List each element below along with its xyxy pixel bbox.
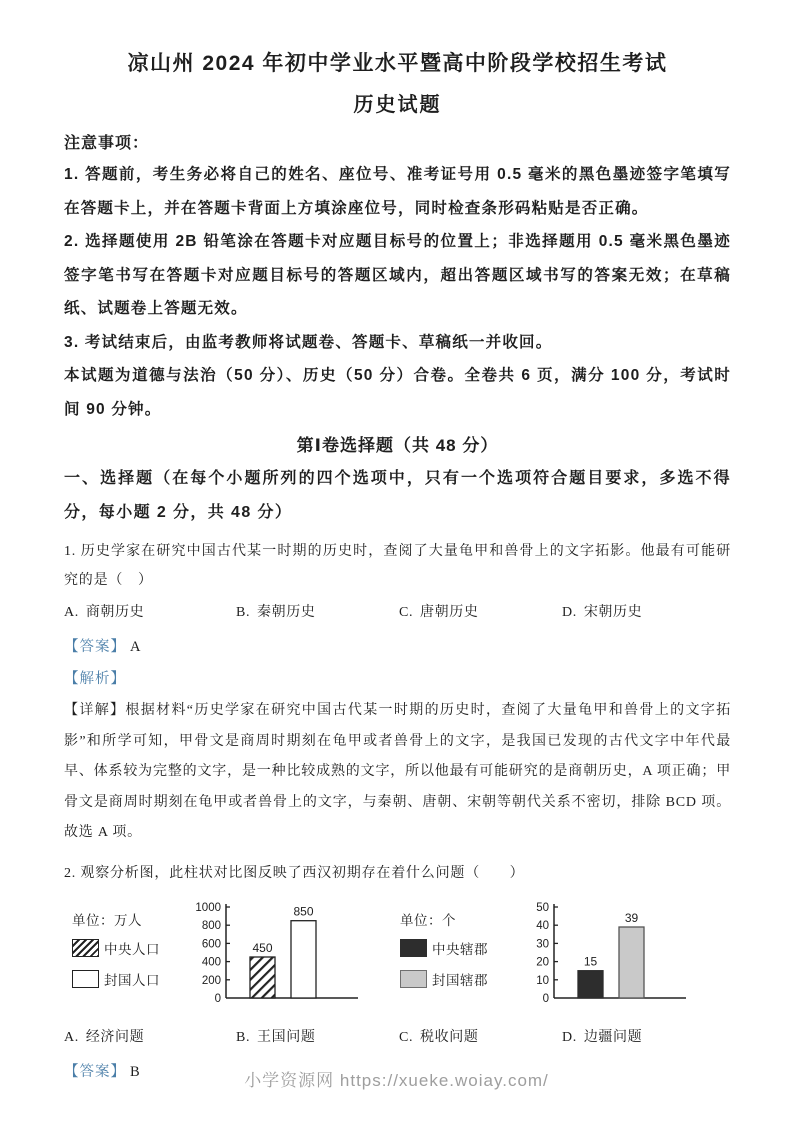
- question-1-explanation: [64, 696, 731, 849]
- notice-item-3: 3. 考试结束后，由监考教师将试题卷、答题卡、草稿纸一并收回。: [64, 333, 553, 351]
- legend-label: 中央辖郡: [432, 941, 488, 957]
- legend-label: 封国人口: [104, 972, 160, 988]
- chart-unit-label: 单位：万人: [72, 912, 142, 928]
- legend-item-kingdom-commanderies: [400, 969, 512, 989]
- notice-item-4: 本试题为道德与法治（50 分）、历史（50 分）合卷。全卷共 6 页，满分 100 分，考试时间 90 分钟。: [64, 367, 731, 418]
- question-1-answer-line: [64, 634, 731, 660]
- black-swatch-icon: [400, 939, 427, 957]
- population-chart: [72, 896, 376, 1020]
- option-label: A.: [64, 1029, 79, 1045]
- legend-label: 中央人口: [104, 941, 160, 957]
- legend-item-kingdom-population: [72, 969, 184, 989]
- legend-item-central-population: [72, 938, 184, 958]
- svg-text:39: 39: [624, 910, 639, 925]
- option-text: 宋朝历史: [583, 605, 643, 620]
- page-title: 凉山州 2024 年初中学业水平暨高中阶段学校招生考试: [127, 52, 668, 75]
- chart-row: [72, 896, 731, 1020]
- option-text: 秦朝历史: [257, 605, 316, 620]
- option-text: 商朝历史: [85, 605, 145, 620]
- gray-swatch-icon: [400, 970, 427, 988]
- option-text: 边疆问题: [583, 1029, 643, 1045]
- commandery-chart-legend: [400, 896, 512, 1000]
- option-label: D.: [562, 1029, 577, 1045]
- section-title: 第Ⅰ卷选择题（共 48 分）: [296, 436, 499, 455]
- option-label: D.: [562, 605, 577, 620]
- notice-item-1: 1. 答题前，考生务必将自己的姓名、座位号、准考证号用 0.5 毫米的黑色墨迹签字笔填写在答题卡上，并在答题卡背面上方填涂座位号，同时检查条形码粘贴是否正确。: [64, 166, 731, 217]
- question-1-option-a: [64, 600, 236, 626]
- svg-text:850: 850: [293, 904, 314, 919]
- option-text: 税收问题: [420, 1029, 479, 1045]
- svg-text:50: 50: [536, 901, 549, 914]
- population-bar-plot: [184, 896, 376, 1020]
- option-label: B.: [236, 605, 251, 620]
- notice-item-2: 2. 选择题使用 2B 铅笔涂在答题卡对应题目标号的位置上；非选择题用 0.5 毫米黑色墨迹签字笔书写在答题卡对应题目标号的答题区域内，超出答题区域书写的答案无效；在草稿纸、试题卷上答题无效。: [64, 233, 731, 317]
- analysis-tag: 【解析】: [64, 671, 126, 687]
- option-text: 王国问题: [257, 1029, 316, 1045]
- population-chart-legend: [72, 896, 184, 1000]
- commandery-chart: [400, 896, 704, 1020]
- svg-text:200: 200: [201, 974, 221, 987]
- answer-tag: 【答案】: [64, 1063, 126, 1080]
- svg-text:0: 0: [542, 992, 549, 1005]
- svg-text:800: 800: [201, 919, 221, 932]
- option-text: 唐朝历史: [420, 605, 479, 620]
- chart-unit-label: 单位：个: [400, 912, 456, 928]
- svg-text:20: 20: [536, 956, 549, 969]
- option-label: B.: [236, 1029, 251, 1045]
- commandery-bar-plot: [512, 896, 704, 1020]
- question-2-option-d: [562, 1025, 731, 1051]
- legend-label: 封国辖郡: [432, 972, 488, 988]
- svg-text:450: 450: [252, 940, 273, 955]
- answer-value: A: [130, 639, 141, 655]
- option-label: C.: [399, 1029, 414, 1045]
- svg-text:15: 15: [583, 954, 598, 969]
- page-subtitle: 历史试题: [353, 94, 442, 116]
- question-2-option-b: [236, 1025, 399, 1051]
- svg-text:40: 40: [536, 919, 549, 932]
- question-1-stem: 1. 历史学家在研究中国古代某一时期的历史时，查阅了大量龟甲和兽骨上的文字拓影。他最有可能研究的是（ ）: [64, 544, 731, 588]
- svg-text:30: 30: [536, 937, 549, 950]
- white-swatch-icon: [72, 970, 99, 988]
- question-2-stem: 2. 观察分析图，此柱状对比图反映了西汉初期存在着什么问题（ ）: [64, 865, 525, 881]
- svg-text:0: 0: [214, 992, 221, 1005]
- option-label: C.: [399, 605, 414, 620]
- answer-value: B: [130, 1063, 140, 1080]
- question-1-option-d: [562, 600, 731, 626]
- question-1-options: [64, 600, 731, 626]
- detail-text: 根据材料“历史学家在研究中国古代某一时期的历史时，查阅了大量龟甲和兽骨上的文字拓影”和所学可知，甲骨文是商周时期刻在龟甲或者兽骨上的文字，是我国已发现的古代文字中年代最早、体系较为完整的文字，是一种比较成熟的文字，所以他最有可能研究的是商朝历史，A 项正确；甲骨文是商周时期刻在龟甲或者兽骨上的文字，与秦朝、唐朝、宋朝等朝代关系不密切，排除 BCD 项。故选 A 项。: [64, 703, 732, 840]
- question-1-option-b: [236, 600, 399, 626]
- footer-watermark: 小学资源网 https://xueke.woiay.com/: [244, 1071, 549, 1090]
- detail-tag: 【详解】: [64, 703, 126, 718]
- question-2-option-c: [399, 1025, 562, 1051]
- svg-text:1000: 1000: [195, 901, 221, 914]
- question-1-analysis-line: [64, 666, 731, 692]
- hatched-swatch-icon: [72, 939, 99, 957]
- answer-tag: 【答案】: [64, 639, 126, 655]
- svg-text:400: 400: [201, 956, 221, 969]
- svg-text:10: 10: [536, 974, 549, 987]
- question-1-option-c: [399, 600, 562, 626]
- svg-text:600: 600: [201, 937, 221, 950]
- section-intro: 一、选择题（在每个小题所列的四个选项中，只有一个选项符合题目要求，多选不得分，每小题 2 分，共 48 分）: [64, 470, 731, 521]
- legend-item-central-commanderies: [400, 938, 512, 958]
- option-label: A.: [64, 605, 79, 620]
- question-2-option-a: [64, 1025, 236, 1051]
- question-2-options: [64, 1025, 731, 1051]
- notice-heading: 注意事项：: [64, 135, 150, 152]
- option-text: 经济问题: [85, 1029, 145, 1045]
